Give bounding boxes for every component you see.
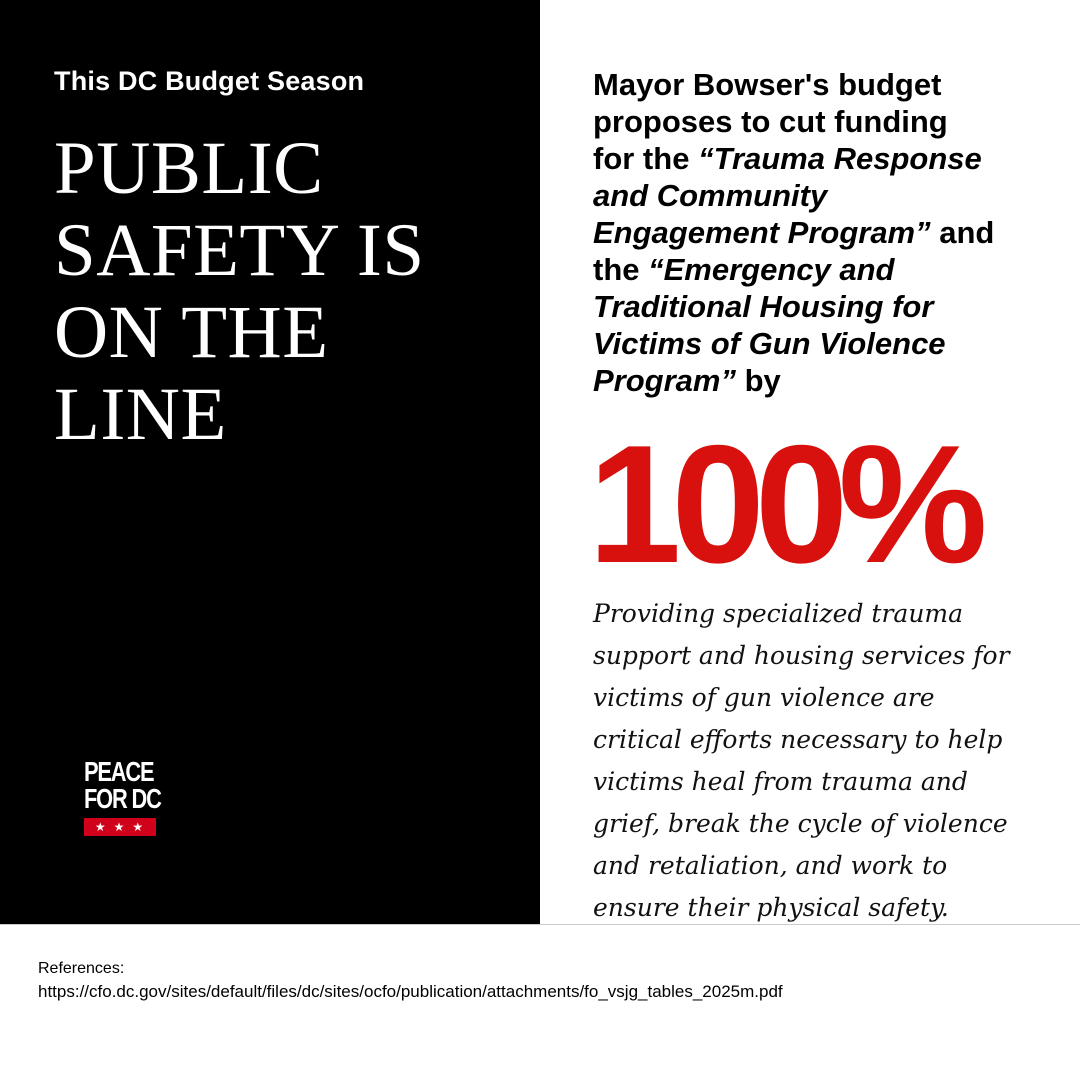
- peace-for-dc-logo: [84, 756, 161, 836]
- eyebrow-text: This DC Budget Season: [54, 66, 365, 96]
- logo-word-peace: PEACE: [84, 756, 154, 787]
- headline-line: PUBLIC: [54, 127, 324, 210]
- statement-line: victims of gun violence are: [593, 683, 935, 712]
- program-name-housing: “Emergency and: [648, 252, 895, 287]
- proposal-line: [593, 362, 1043, 399]
- proposal-line: Mayor Bowser's budget: [593, 67, 942, 102]
- headline-line: ON THE: [54, 291, 329, 374]
- proposal-line: [593, 214, 1043, 251]
- proposal-plain: for the: [593, 141, 699, 176]
- statement-line: support and housing services for: [593, 641, 1010, 670]
- proposal-line: proposes to cut funding: [593, 104, 948, 139]
- program-name-trauma: Engagement Program”: [593, 215, 931, 250]
- statement-line: and retaliation, and work to: [593, 851, 948, 880]
- proposal-plain: and: [930, 215, 995, 250]
- left-panel: [0, 0, 540, 925]
- program-name-housing: Victims of Gun Violence: [593, 326, 946, 361]
- statement-line: grief, break the cycle of violence: [593, 809, 1008, 838]
- statement-line: Providing specialized trauma: [593, 599, 964, 628]
- proposal-plain: by: [735, 363, 781, 398]
- proposal-plain: the: [593, 252, 649, 287]
- program-name-housing: Program”: [593, 363, 736, 398]
- references-label: References:: [38, 960, 125, 977]
- statement-line: critical efforts necessary to help: [593, 725, 1003, 754]
- proposal-line: [593, 251, 1043, 288]
- headline-line: SAFETY IS: [54, 209, 425, 292]
- headline: [54, 128, 514, 456]
- supporting-statement: [593, 593, 1043, 929]
- logo-word-for-dc: FOR DC: [84, 783, 161, 814]
- budget-proposal-text: [593, 66, 1043, 399]
- footer-divider: [0, 924, 1080, 925]
- references-url: https://cfo.dc.gov/sites/default/files/dc/sites/ocfo/publication/attachments/fo_vsjg_tables_2025m.pdf: [38, 982, 783, 1001]
- proposal-line: [593, 140, 1043, 177]
- statement-line: victims heal from trauma and: [593, 767, 968, 796]
- stars-icon: ★★★: [84, 818, 156, 836]
- program-name-trauma: and Community: [593, 178, 828, 213]
- program-name-housing: Traditional Housing for: [593, 289, 934, 324]
- cut-percentage: 100%: [588, 410, 978, 598]
- program-name-trauma: “Trauma Response: [698, 141, 982, 176]
- references: [38, 957, 783, 1003]
- statement-line: ensure their physical safety.: [593, 893, 949, 922]
- headline-line: LINE: [54, 373, 227, 456]
